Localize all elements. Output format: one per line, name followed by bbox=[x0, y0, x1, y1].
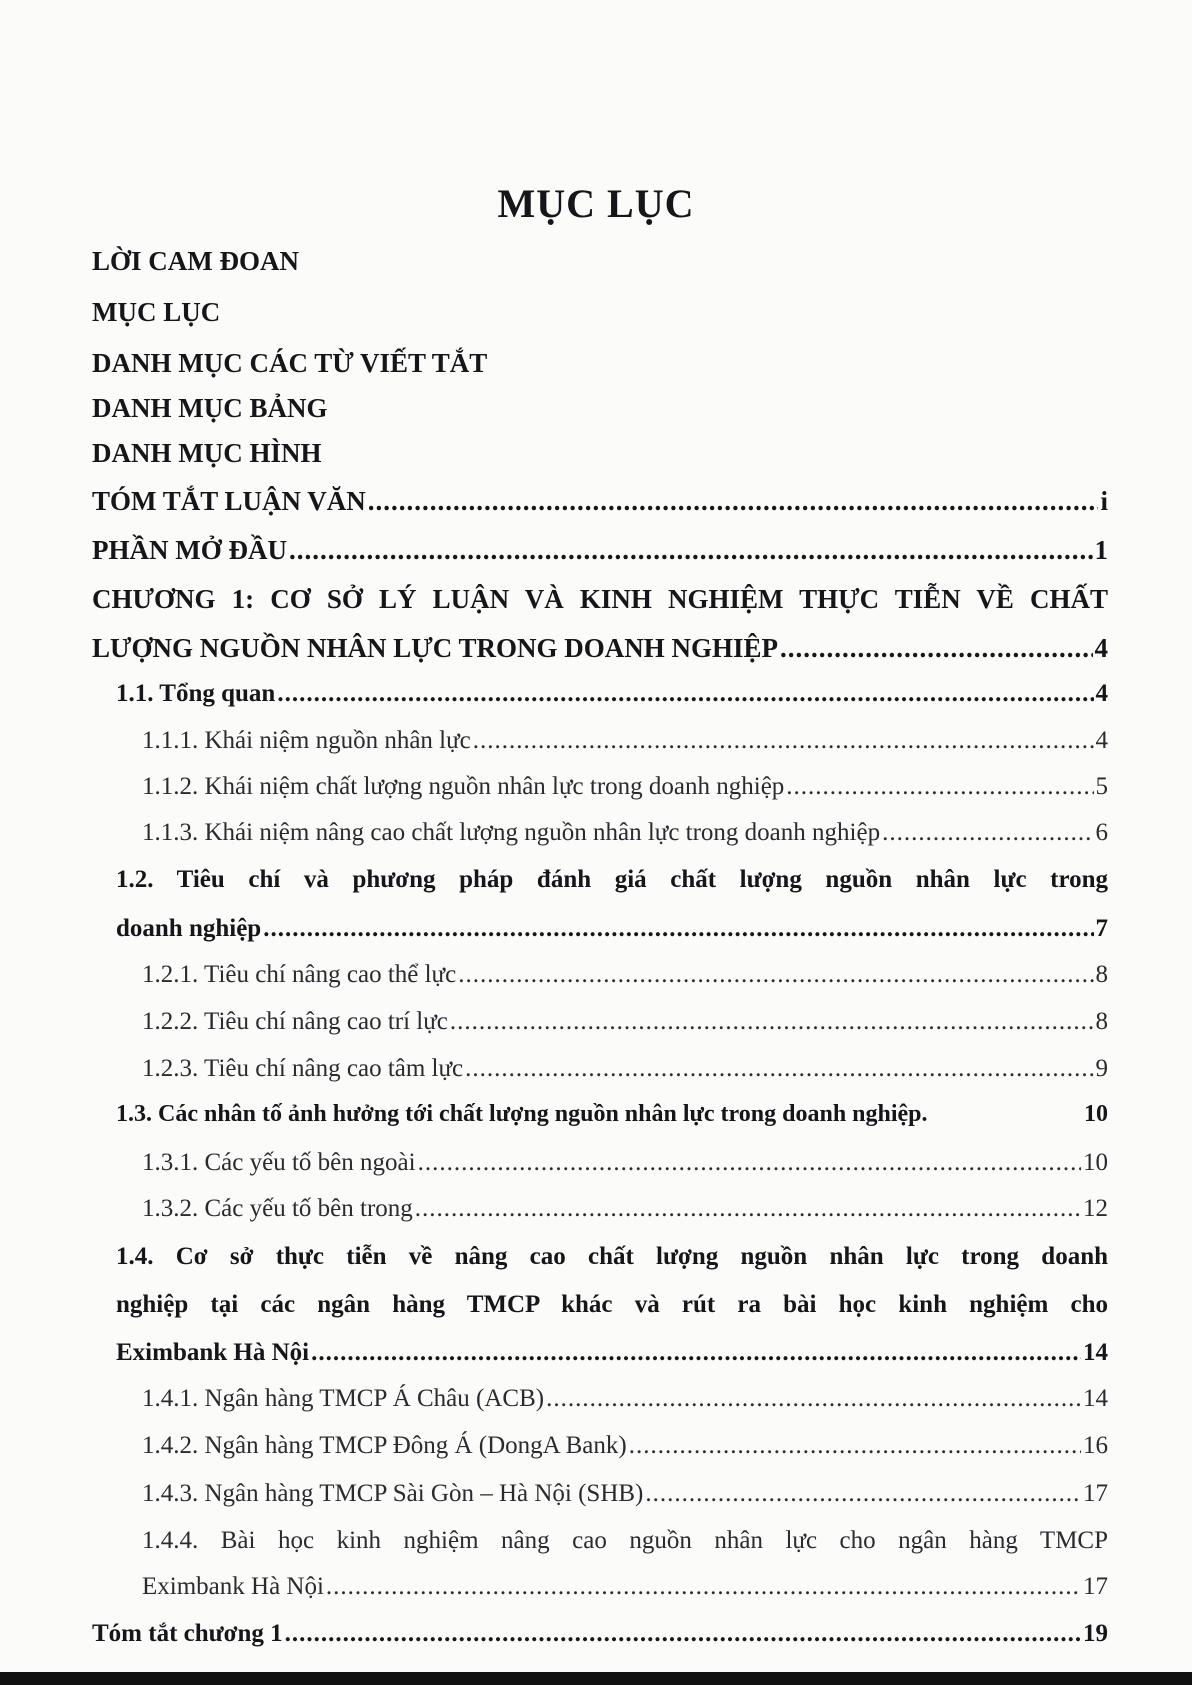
toc-entry-text: LỜI CAM ĐOAN bbox=[92, 246, 299, 276]
toc-entry-text: 1.1.1. Khái niệm nguồn nhân lực bbox=[142, 727, 471, 754]
toc-page-number: 4 bbox=[1094, 633, 1108, 663]
toc-page-number: 5 bbox=[1095, 773, 1108, 800]
toc-entry bbox=[116, 1339, 1108, 1367]
toc-page-number: 10 bbox=[1083, 1149, 1108, 1176]
dot-leader bbox=[786, 773, 1093, 801]
toc-entry bbox=[92, 393, 328, 424]
page-title: MỤC LỤC bbox=[497, 181, 695, 226]
toc-entry bbox=[92, 297, 220, 328]
scan-edge bbox=[0, 1672, 1192, 1685]
toc-entry-text: 1.2.1. Tiêu chí nâng cao thể lực bbox=[142, 961, 457, 988]
toc-page-number: 9 bbox=[1095, 1055, 1108, 1082]
dot-leader bbox=[546, 1385, 1081, 1413]
toc-entry bbox=[116, 680, 1108, 708]
toc-entry bbox=[92, 535, 1108, 566]
toc-page-number: 17 bbox=[1083, 1573, 1108, 1600]
dot-leader bbox=[311, 1339, 1081, 1367]
toc-page-number: 12 bbox=[1083, 1195, 1108, 1222]
toc-entry bbox=[142, 1385, 1108, 1413]
toc-entry bbox=[92, 633, 1108, 664]
toc-entry-text: TÓM TẮT LUẬN VĂN bbox=[92, 486, 366, 516]
toc-entry-text: 1.1. Tổng quan bbox=[116, 680, 276, 707]
toc-entry-text: DANH MỤC BẢNG bbox=[92, 393, 328, 423]
dot-leader bbox=[263, 915, 1093, 943]
toc-entry-text: 1.4.1. Ngân hàng TMCP Á Châu (ACB) bbox=[142, 1385, 545, 1412]
toc-entry-line: 1.4. Cơ sở thực tiễn về nâng cao chất lượng nguồn nhân lực trong doanh bbox=[116, 1243, 1108, 1270]
toc-entry-text: 1.3. Các nhân tố ảnh hưởng tới chất lượng nguồn nhân lực trong doanh nghiệp. bbox=[116, 1101, 928, 1127]
toc-entry bbox=[92, 486, 1108, 517]
toc-page-number: 8 bbox=[1095, 1008, 1108, 1035]
dot-leader bbox=[645, 1480, 1081, 1508]
toc-page-number: 17 bbox=[1083, 1480, 1108, 1507]
toc-entry-text: 1.4.3. Ngân hàng TMCP Sài Gòn – Hà Nội (SHB) bbox=[142, 1480, 644, 1507]
toc-entry bbox=[92, 246, 299, 277]
toc-entry bbox=[142, 819, 1108, 847]
toc-entry bbox=[142, 1480, 1108, 1508]
toc-page-number: 8 bbox=[1095, 961, 1108, 988]
toc-page-number: i bbox=[1100, 486, 1108, 516]
toc-entry-text: Eximbank Hà Nội bbox=[142, 1573, 324, 1600]
toc-entry-text: 1.3.2. Các yếu tố bên trong bbox=[142, 1195, 413, 1222]
toc-entry bbox=[92, 348, 487, 379]
toc-entry-text: MỤC LỤC bbox=[92, 297, 221, 327]
dot-leader bbox=[415, 1195, 1081, 1223]
toc-page-number: 19 bbox=[1083, 1620, 1108, 1647]
toc-page-number: 6 bbox=[1095, 819, 1108, 846]
toc-entry-line: 1.2. Tiêu chí và phương pháp đánh giá chất lượng nguồn nhân lực trong bbox=[116, 866, 1108, 893]
toc-entry bbox=[92, 1620, 1108, 1648]
dot-leader bbox=[882, 819, 1093, 847]
toc-page-number: 10 bbox=[1084, 1101, 1108, 1127]
toc-page-number: 14 bbox=[1083, 1339, 1108, 1366]
toc-entry-text: doanh nghiệp bbox=[116, 915, 262, 942]
toc-entry bbox=[142, 727, 1108, 755]
toc-page-number: 16 bbox=[1083, 1432, 1108, 1459]
toc-entry-text: 1.2.3. Tiêu chí nâng cao tâm lực bbox=[142, 1055, 464, 1082]
toc-entry bbox=[142, 1149, 1108, 1177]
dot-leader bbox=[465, 1055, 1093, 1083]
toc-entry-text: 1.4.2. Ngân hàng TMCP Đông Á (DongA Bank) bbox=[142, 1432, 627, 1459]
toc-page-number: 1 bbox=[1094, 535, 1108, 565]
toc-page-number: 4 bbox=[1095, 680, 1108, 707]
dot-leader bbox=[458, 961, 1093, 989]
dot-leader bbox=[780, 633, 1092, 664]
toc-entry bbox=[142, 1432, 1108, 1460]
toc-entry-text: Tóm tắt chương 1 bbox=[92, 1620, 283, 1647]
toc-entry-text: DANH MỤC CÁC TỪ VIẾT TẮT bbox=[92, 348, 488, 378]
toc-entry bbox=[142, 1195, 1108, 1223]
toc-entry-text: PHẦN MỞ ĐẦU bbox=[92, 535, 287, 565]
dot-leader bbox=[277, 680, 1093, 708]
toc-entry bbox=[142, 1055, 1108, 1083]
toc-entry-text: Eximbank Hà Nội bbox=[116, 1339, 310, 1366]
toc-entry-text: 1.2.2. Tiêu chí nâng cao trí lực bbox=[142, 1008, 448, 1035]
toc-entry-text: DANH MỤC HÌNH bbox=[92, 438, 322, 468]
toc-entry-text: 1.3.1. Các yếu tố bên ngoài bbox=[142, 1149, 416, 1176]
dot-leader bbox=[326, 1573, 1081, 1601]
dot-leader bbox=[450, 1008, 1094, 1036]
toc-entry bbox=[142, 961, 1108, 989]
toc-page-number: 4 bbox=[1095, 727, 1108, 754]
toc-entry bbox=[142, 1008, 1108, 1036]
toc-entry bbox=[142, 1573, 1108, 1601]
dot-leader bbox=[418, 1149, 1081, 1177]
toc-entry bbox=[92, 438, 322, 469]
toc-entry-text: 1.1.3. Khái niệm nâng cao chất lượng nguồn nhân lực trong doanh nghiệp bbox=[142, 819, 881, 846]
toc-entry bbox=[116, 915, 1108, 943]
dot-leader bbox=[289, 535, 1093, 566]
toc-page-number: 7 bbox=[1095, 915, 1108, 942]
dot-leader bbox=[368, 486, 1099, 517]
toc-entry-line: 1.4.4. Bài học kinh nghiệm nâng cao nguồn nhân lực cho ngân hàng TMCP bbox=[142, 1527, 1108, 1554]
dot-leader bbox=[629, 1432, 1081, 1460]
toc-entry bbox=[116, 1101, 1108, 1128]
toc-entry bbox=[142, 773, 1108, 801]
dot-leader bbox=[285, 1620, 1081, 1648]
toc-entry-line: nghiệp tại các ngân hàng TMCP khác và rút ra bài học kinh nghiệm cho bbox=[116, 1291, 1108, 1318]
toc-entry-text: 1.1.2. Khái niệm chất lượng nguồn nhân lực trong doanh nghiệp bbox=[142, 773, 785, 800]
toc-entry-line: CHƯƠNG 1: CƠ SỞ LÝ LUẬN VÀ KINH NGHIỆM THỰC TIỄN VỀ CHẤT bbox=[92, 584, 1108, 614]
toc-page-number: 14 bbox=[1083, 1385, 1108, 1412]
dot-leader bbox=[473, 727, 1094, 755]
toc-entry-text: LƯỢNG NGUỒN NHÂN LỰC TRONG DOANH NGHIỆP bbox=[92, 633, 779, 663]
